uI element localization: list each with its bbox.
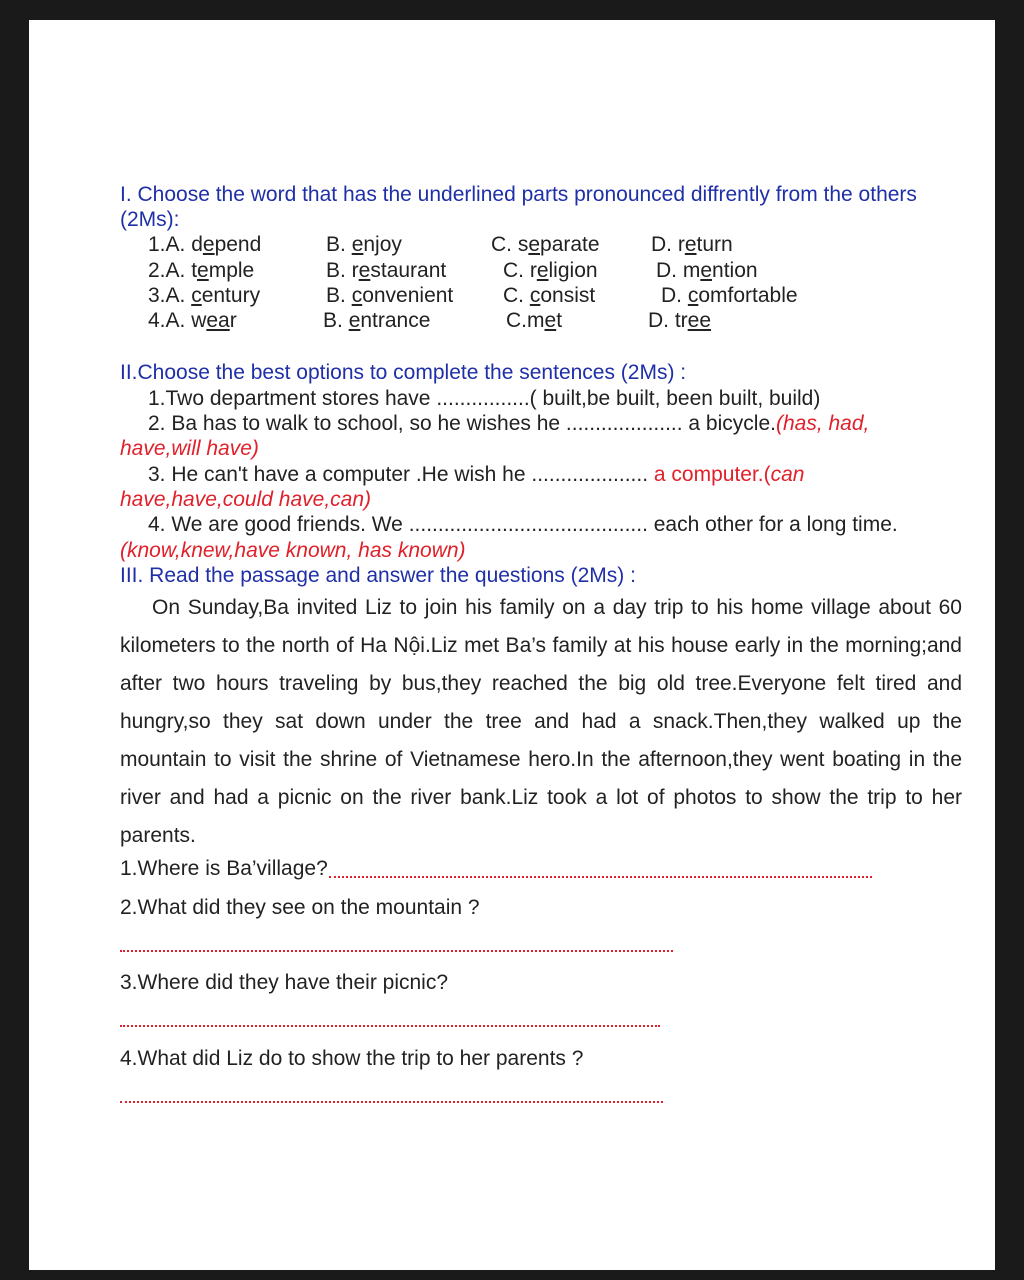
underlined-part: ee bbox=[687, 309, 712, 332]
question-3: 3.Where did they have their picnic? bbox=[120, 971, 449, 994]
underlined-part: e bbox=[536, 259, 549, 282]
s1-option-3-d bbox=[661, 283, 798, 308]
s2-item-3-options: can bbox=[770, 463, 805, 486]
option-text: r bbox=[229, 309, 237, 332]
option-text: entury bbox=[201, 284, 261, 307]
s1-option-4-b bbox=[323, 308, 430, 333]
option-text: mple bbox=[208, 259, 255, 282]
section-2-title: II.Choose the best options to complete the sentences (2Ms) : bbox=[120, 361, 687, 384]
s1-option-1-c bbox=[491, 232, 600, 257]
underlined-part: c bbox=[687, 284, 699, 307]
option-text: C. bbox=[503, 284, 530, 307]
s1-option-3-b bbox=[326, 283, 453, 308]
option-text: omfortable bbox=[698, 284, 798, 307]
underlined-part: ea bbox=[206, 309, 230, 332]
option-text: D. m bbox=[656, 259, 701, 282]
option-text: onsist bbox=[540, 284, 596, 307]
option-text: B. r bbox=[326, 259, 359, 282]
s2-item-3-options-cont: have,have,could have,can) bbox=[120, 488, 372, 511]
s2-item-3-answer: a computer.( bbox=[648, 463, 771, 486]
s2-item-2-options-cont: have,will have) bbox=[120, 437, 259, 460]
option-text: C.m bbox=[506, 309, 545, 332]
underlined-part: e bbox=[528, 233, 541, 256]
option-text: C. s bbox=[491, 233, 529, 256]
s2-item-3-text: 3. He can't have a computer .He wish he .................... bbox=[148, 463, 649, 486]
s1-option-4-c bbox=[506, 308, 562, 333]
option-text: B. bbox=[323, 309, 349, 332]
answer-line-1[interactable] bbox=[329, 876, 872, 878]
s1-option-1-b bbox=[326, 232, 402, 257]
worksheet-page bbox=[29, 20, 995, 1270]
underlined-part: c bbox=[529, 284, 541, 307]
option-text: B. bbox=[326, 233, 352, 256]
s2-item-2-text: 2. Ba has to walk to school, so he wishes he .................... a bicycle. bbox=[148, 412, 776, 435]
s2-item-2-options: (has, had, bbox=[775, 412, 870, 435]
option-text: 2.A. t bbox=[148, 259, 198, 282]
underlined-part: e bbox=[351, 233, 364, 256]
answer-line-2[interactable] bbox=[120, 950, 673, 952]
question-4: 4.What did Liz do to show the trip to her parents ? bbox=[120, 1047, 584, 1070]
option-text: onvenient bbox=[362, 284, 454, 307]
option-text: t bbox=[556, 309, 563, 332]
option-text: njoy bbox=[363, 233, 402, 256]
question-2: 2.What did they see on the mountain ? bbox=[120, 896, 480, 919]
s2-item-1: 1.Two department stores have ................( built,be built, been built, build) bbox=[148, 387, 821, 410]
option-text: pend bbox=[214, 233, 262, 256]
s2-item-3 bbox=[148, 462, 804, 487]
s1-option-2-b bbox=[326, 258, 446, 283]
section-3-title: III. Read the passage and answer the questions (2Ms) : bbox=[120, 564, 636, 587]
s1-option-2-d bbox=[656, 258, 758, 283]
underlined-part: e bbox=[700, 259, 713, 282]
s1-option-1-a bbox=[148, 232, 261, 257]
answer-line-3[interactable] bbox=[120, 1025, 660, 1027]
option-text: D. r bbox=[651, 233, 685, 256]
underlined-part: c bbox=[191, 284, 202, 307]
underlined-part: e bbox=[544, 309, 557, 332]
s1-option-3-a bbox=[148, 283, 260, 308]
option-text: 1.A. d bbox=[148, 233, 203, 256]
s2-item-4: 4. We are good friends. We ......................................... each other for a long time. bbox=[148, 513, 898, 536]
s1-option-1-d bbox=[651, 232, 733, 257]
option-text: B. bbox=[326, 284, 352, 307]
s2-item-2 bbox=[148, 411, 869, 436]
option-text: turn bbox=[696, 233, 733, 256]
s2-item-4-options-cont: (know,knew,have known, has known) bbox=[120, 539, 466, 562]
s1-option-4-d bbox=[648, 308, 711, 333]
option-text: ntrance bbox=[360, 309, 431, 332]
option-text: 4.A. w bbox=[148, 309, 207, 332]
option-text: C. r bbox=[503, 259, 537, 282]
underlined-part: e bbox=[202, 233, 215, 256]
underlined-part: e bbox=[358, 259, 371, 282]
option-text: parate bbox=[540, 233, 600, 256]
option-text: ligion bbox=[548, 259, 598, 282]
s1-option-2-a bbox=[148, 258, 254, 283]
reading-passage: On Sunday,Ba invited Liz to join his family on a day trip to his home village about 60 kilometers to the north of Ha Nội.Liz met Ba’s family at his house early in the morning;and after two hours traveling by bus,they reached the big old tree.Everyone felt tired and hungry,so they sat down under the tree and had a snack.Then,they walked up the mountain to visit the shrine of Vietnamese hero.In the afternoon,they went boating in the river and had a picnic on the river bank.Liz took a lot of photos to show the trip to her parents. bbox=[120, 596, 962, 847]
option-text: D. bbox=[661, 284, 688, 307]
underlined-part: c bbox=[351, 284, 363, 307]
underlined-part: e bbox=[197, 259, 209, 282]
option-text: ntion bbox=[712, 259, 758, 282]
section-1-title: I. Choose the word that has the underlined parts pronounced diffrently from the others (2Ms): bbox=[120, 183, 917, 231]
s1-option-3-c bbox=[503, 283, 595, 308]
option-text: staurant bbox=[370, 259, 447, 282]
question-1: 1.Where is Ba’village? bbox=[120, 857, 328, 880]
answer-line-4[interactable] bbox=[120, 1101, 663, 1103]
s1-option-4-a bbox=[148, 308, 237, 333]
s1-option-2-c bbox=[503, 258, 598, 283]
underlined-part: e bbox=[684, 233, 697, 256]
option-text: 3.A. bbox=[148, 284, 192, 307]
option-text: D. tr bbox=[648, 309, 688, 332]
underlined-part: e bbox=[348, 309, 361, 332]
